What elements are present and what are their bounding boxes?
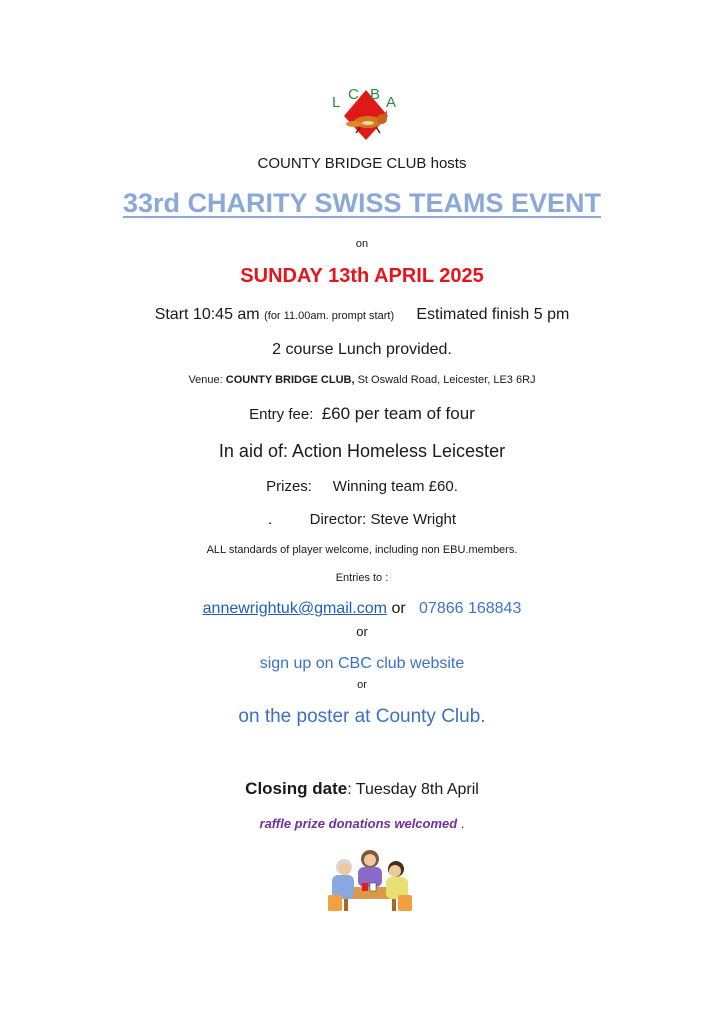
standards-line: ALL standards of player welcome, including non EBU.members. [206,544,518,556]
start-note: (for 11.00am. prompt start) [264,310,395,322]
raffle-text: raffle prize donations welcomed [259,816,458,831]
email-link[interactable]: annewrightuk@gmail.com [202,600,387,617]
signup-text: sign up on CBC club website [259,655,465,672]
fee-label: Entry fee: [249,406,314,423]
phone-number: 07866 168843 [419,600,522,617]
host-line: COUNTY BRIDGE CLUB hosts [257,155,467,172]
closing-date-line [0,779,724,799]
venue-address: St Oswald Road, Leicester, LE3 6RJ [357,374,536,386]
prizes-text: Winning team £60. [332,478,458,495]
event-date: SUNDAY 13th APRIL 2025 [240,265,484,287]
finish-time: Estimated finish 5 pm [416,306,570,323]
director-line [0,511,724,528]
director-prefix: . [267,511,273,528]
on-text: on [355,238,369,250]
start-time: Start 10:45 am [154,306,260,323]
event-title: 33rd CHARITY SWISS TEAMS EVENT [122,188,602,218]
logo-letter-c: C [348,86,359,103]
or-separator-1: or [356,624,368,639]
venue-line [0,374,724,386]
entry-fee-line [0,404,724,424]
logo-letter-a: A [386,94,397,111]
prizes-line [0,478,724,495]
bridge-players-icon [324,845,416,913]
fee-amount: £60 per team of four [321,404,475,423]
logo-letter-b: B [370,86,381,103]
prizes-label: Prizes: [266,478,312,495]
venue-name: COUNTY BRIDGE CLUB, [225,374,355,386]
or-separator-2: or [357,679,367,691]
director-name: Director: Steve Wright [309,511,457,528]
start-time-line [0,306,724,324]
closing-value: : Tuesday 8th April [347,781,479,798]
lunch-line: 2 course Lunch provided. [272,341,452,358]
closing-label: Closing date [245,779,348,798]
logo-letter-l: L [332,94,341,111]
poster-text: on the poster at County Club. [238,706,486,727]
lcba-logo-icon [330,86,402,144]
raffle-line [0,816,724,831]
venue-label: Venue: [188,374,223,386]
entries-label: Entries to : [335,572,389,584]
or-inline: or [391,600,406,617]
charity-line: In aid of: Action Homeless Leicester [218,441,506,461]
raffle-dot: . [460,816,465,831]
contact-line [0,600,724,618]
